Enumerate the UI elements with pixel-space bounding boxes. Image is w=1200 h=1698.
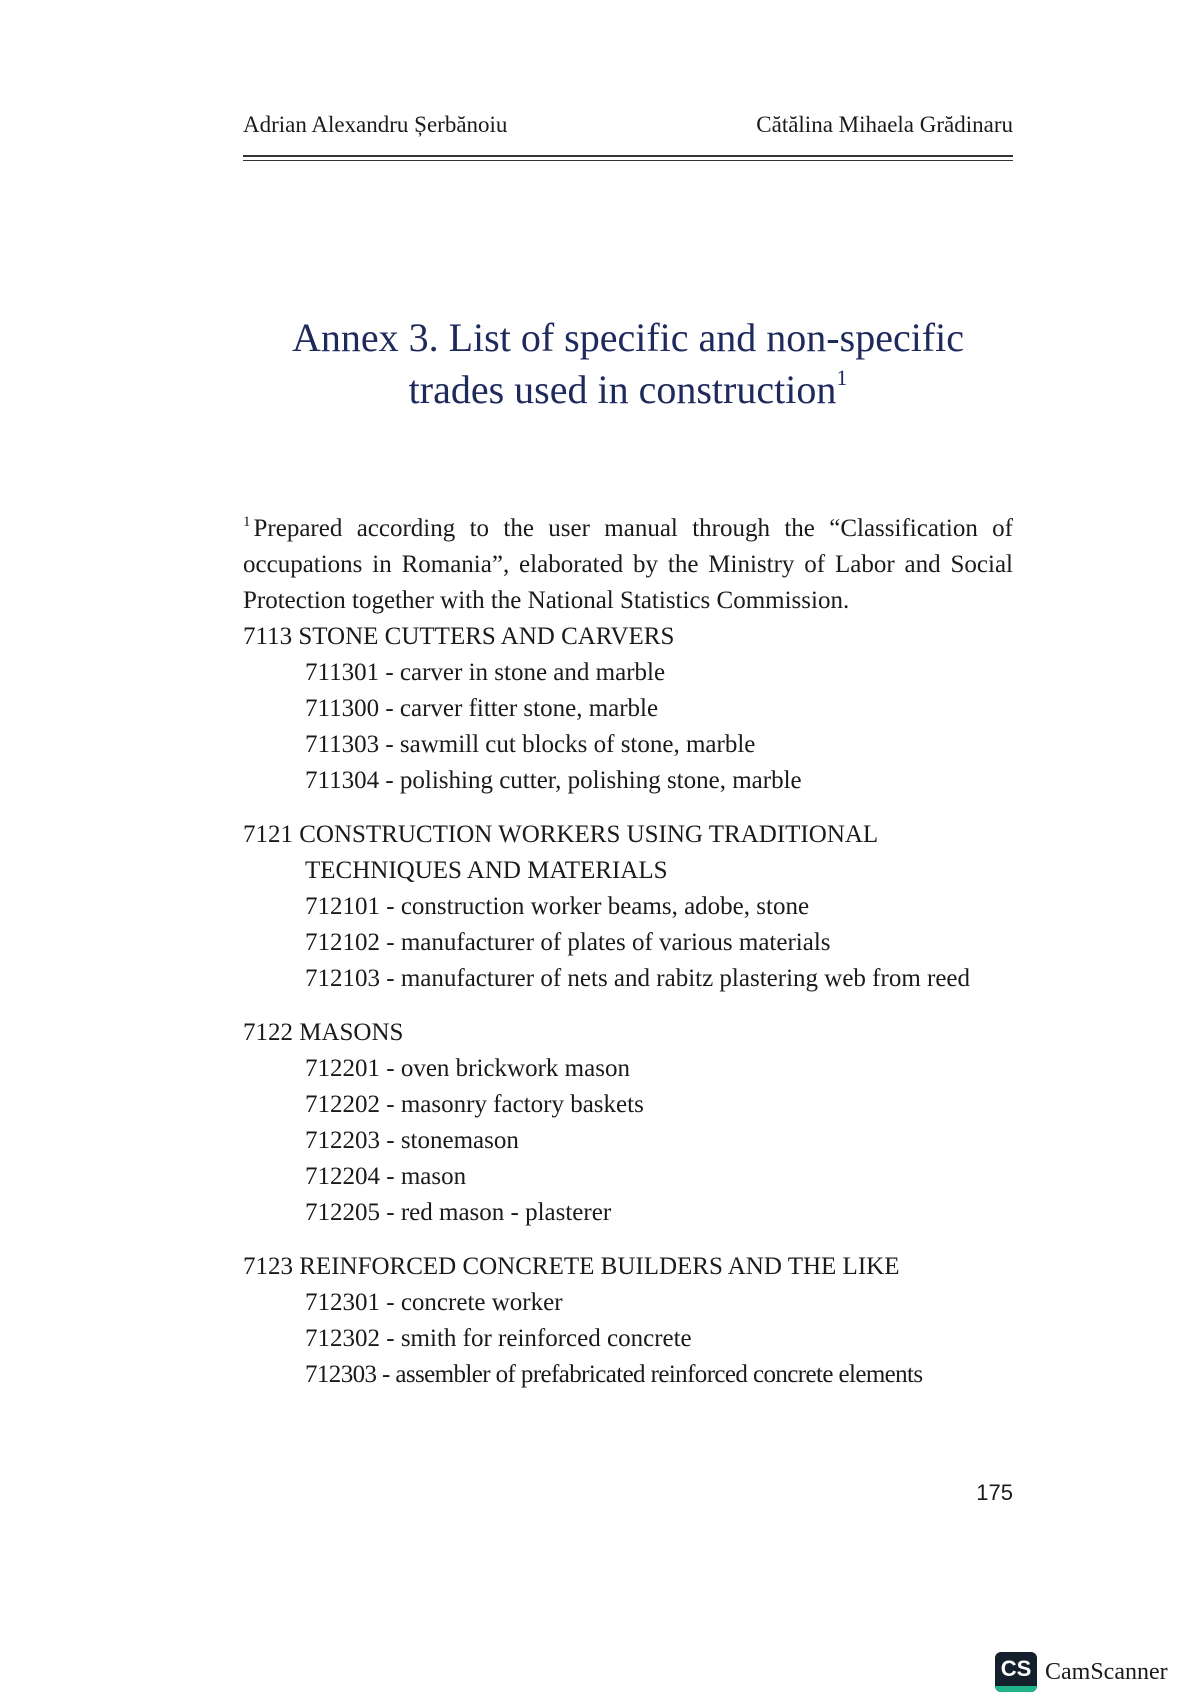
occupation-list: [243, 1285, 1013, 1393]
occupation-item: 712102 - manufacturer of plates of various materials: [305, 929, 831, 956]
group-heading: 7113 STONE CUTTERS AND CARVERS: [243, 623, 675, 650]
group-heading: 7123 REINFORCED CONCRETE BUILDERS AND THE LIKE: [243, 1253, 900, 1280]
header-left-author: Adrian Alexandru Șerbănoiu: [243, 112, 508, 137]
occupation-item: 712201 - oven brickwork mason: [305, 1055, 630, 1082]
camscanner-watermark: [995, 1652, 1168, 1692]
footnote-text: Prepared according to the user manual through the “Classification of occupations in Romania”, elaborated by the Ministry of Labor and Social Protection together with the National Statistics Commission.: [243, 515, 1013, 614]
header-rule-thin: [243, 160, 1013, 161]
occupation-item: 711300 - carver fitter stone, marble: [305, 695, 659, 722]
camscanner-logo-icon: [995, 1652, 1037, 1692]
occupation-list: [243, 889, 1013, 997]
occupation-group-7121: [243, 817, 1013, 997]
occupation-item: 712303 - assembler of prefabricated reinforced concrete elements: [305, 1361, 923, 1388]
footnote: [243, 511, 1013, 619]
group-heading: 7121 CONSTRUCTION WORKERS USING TRADITIONAL TECHNIQUES AND MATERIALS: [243, 821, 878, 884]
occupation-list: [243, 655, 1013, 799]
occupation-group-7123: [243, 1249, 1013, 1393]
occupation-group-7113: [243, 619, 1013, 799]
occupation-group-7122: [243, 1015, 1013, 1231]
camscanner-name: CamScanner: [1045, 1658, 1168, 1685]
occupation-item: 712101 - construction worker beams, adobe, stone: [305, 893, 810, 920]
occupation-list: [243, 1051, 1013, 1231]
annex-title-line-1: Annex 3. List of specific and non-specific: [291, 315, 964, 360]
occupation-item: 712302 - smith for reinforced concrete: [305, 1325, 692, 1352]
title-footnote-mark: 1: [836, 365, 848, 390]
occupation-item: 711301 - carver in stone and marble: [305, 659, 666, 686]
occupation-item: 712301 - concrete worker: [305, 1289, 563, 1316]
annex-body: [243, 511, 1013, 1393]
group-heading: 7122 MASONS: [243, 1019, 404, 1046]
annex-title-line-2: trades used in construction: [408, 367, 837, 412]
occupation-item: 712204 - mason: [305, 1163, 467, 1190]
annex-title: [243, 312, 1013, 416]
header-right-author: Cătălina Mihaela Grădinaru: [756, 112, 1013, 137]
header-rule: [243, 155, 1013, 157]
camscanner-logo-bar: [995, 1686, 1037, 1692]
occupation-item: 711303 - sawmill cut blocks of stone, marble: [305, 731, 756, 758]
occupation-item: 712203 - stonemason: [305, 1127, 519, 1154]
occupation-item: 712103 - manufacturer of nets and rabitz plastering web from reed: [305, 965, 971, 992]
footnote-mark: 1: [243, 514, 251, 530]
occupation-item: 712202 - masonry factory baskets: [305, 1091, 644, 1118]
occupation-item: 712205 - red mason - plasterer: [305, 1199, 612, 1226]
page-number: 175: [976, 1480, 1013, 1505]
camscanner-logo-text: CS: [1000, 1656, 1032, 1681]
running-header: [243, 112, 1013, 142]
occupation-item: 711304 - polishing cutter, polishing stone, marble: [305, 767, 802, 794]
